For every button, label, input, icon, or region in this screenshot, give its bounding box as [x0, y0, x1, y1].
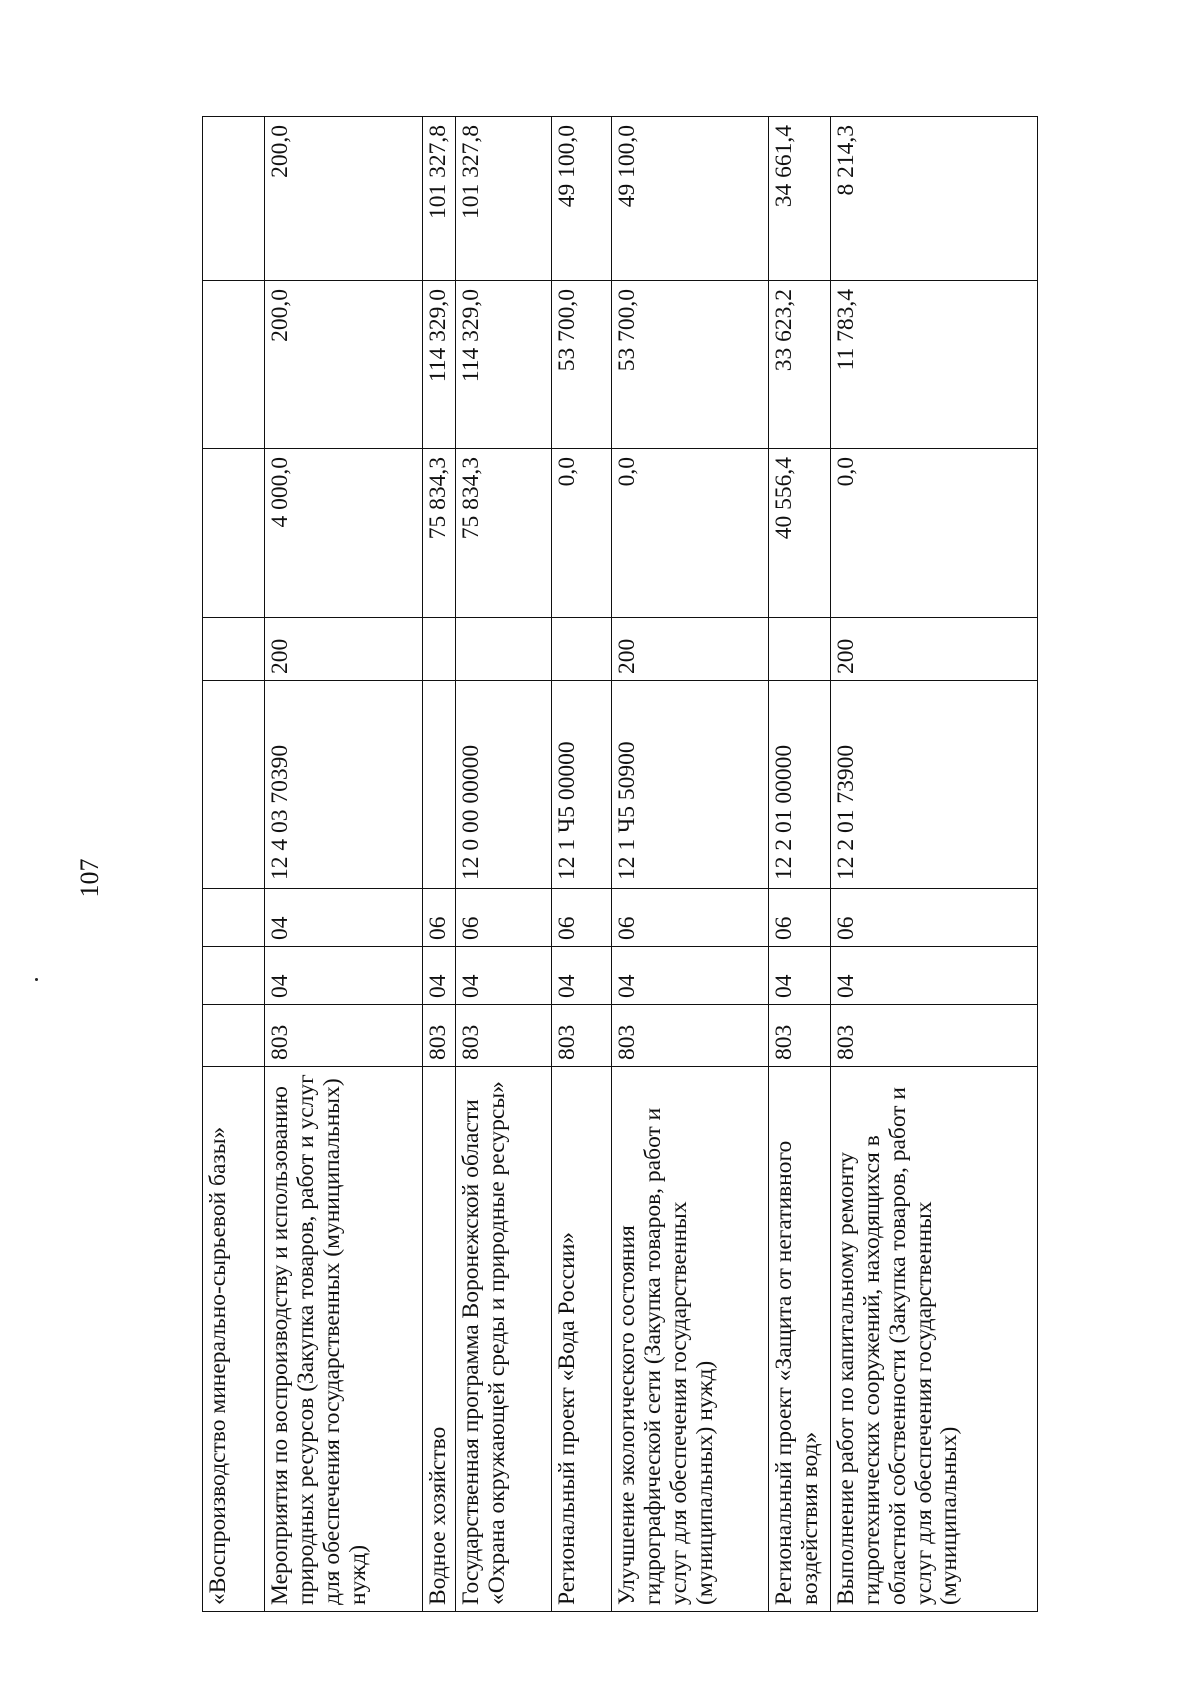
cell-section: [203, 947, 265, 1005]
cell-amount-1: 75 834,3: [456, 449, 552, 618]
table-row: [203, 117, 265, 1612]
cell-amount-1: 0,0: [552, 449, 612, 618]
cell-expense-type: [456, 618, 552, 681]
table-row: [423, 117, 456, 1612]
cell-target-article: [423, 681, 456, 889]
cell-subsection: 06: [769, 889, 831, 947]
cell-amount-3: 101 327,8: [423, 117, 456, 281]
cell-expense-type: [203, 618, 265, 681]
cell-section: 04: [831, 947, 1038, 1005]
cell-amount-2: 200,0: [265, 281, 423, 449]
cell-amount-2: 53 700,0: [612, 281, 769, 449]
cell-name: Региональный проект «Защита от негативного воздействия вод»: [769, 1067, 831, 1612]
cell-target-article: 12 1 Ч5 00000: [552, 681, 612, 889]
cell-amount-2: 33 623,2: [769, 281, 831, 449]
cell-target-article: 12 2 01 73900: [831, 681, 1038, 889]
cell-subsection: 06: [831, 889, 1038, 947]
cell-name: Выполнение работ по капитальному ремонту гидротехнических сооружений, находящихся в областной собственности (Закупка товаров, работ и услуг для обеспечения государственных (муниципальных): [831, 1067, 1038, 1612]
cell-section: 04: [769, 947, 831, 1005]
cell-amount-2: 114 329,0: [456, 281, 552, 449]
cell-target-article: 12 0 00 00000: [456, 681, 552, 889]
cell-grbs: 803: [769, 1005, 831, 1067]
cell-subsection: [203, 889, 265, 947]
cell-amount-3: 101 327,8: [456, 117, 552, 281]
cell-section: 04: [456, 947, 552, 1005]
cell-target-article: 12 1 Ч5 50900: [612, 681, 769, 889]
cell-amount-2: [203, 281, 265, 449]
cell-amount-3: 200,0: [265, 117, 423, 281]
cell-section: 04: [265, 947, 423, 1005]
cell-name: Водное хозяйство: [423, 1067, 456, 1612]
cell-amount-2: 53 700,0: [552, 281, 612, 449]
cell-grbs: [203, 1005, 265, 1067]
page-number-text: 107: [75, 858, 104, 898]
cell-amount-2: 11 783,4: [831, 281, 1038, 449]
cell-target-article: 12 4 03 70390: [265, 681, 423, 889]
table-row: [552, 117, 612, 1612]
cell-amount-3: 8 214,3: [831, 117, 1038, 281]
cell-expense-type: 200: [831, 618, 1038, 681]
cell-subsection: 06: [423, 889, 456, 947]
cell-amount-2: 114 329,0: [423, 281, 456, 449]
cell-grbs: 803: [831, 1005, 1038, 1067]
cell-name: Государственная программа Воронежской области «Охрана окружающей среды и природные ресурсы»: [456, 1067, 552, 1612]
cell-expense-type: 200: [265, 618, 423, 681]
cell-section: 04: [552, 947, 612, 1005]
cell-amount-1: [203, 449, 265, 618]
cell-amount-1: 40 556,4: [769, 449, 831, 618]
table-row: [769, 117, 831, 1612]
cell-expense-type: [423, 618, 456, 681]
cell-subsection: 04: [265, 889, 423, 947]
cell-grbs: 803: [552, 1005, 612, 1067]
table-row: [612, 117, 769, 1612]
table-row: [831, 117, 1038, 1612]
cell-target-article: [203, 681, 265, 889]
cell-amount-3: 49 100,0: [612, 117, 769, 281]
cell-name: Региональный проект «Вода России»: [552, 1067, 612, 1612]
cell-subsection: 06: [456, 889, 552, 947]
cell-amount-1: 75 834,3: [423, 449, 456, 618]
cell-amount-3: [203, 117, 265, 281]
table-row: [265, 117, 423, 1612]
cell-amount-1: 4 000,0: [265, 449, 423, 618]
cell-subsection: 06: [552, 889, 612, 947]
table-row: [456, 117, 552, 1612]
cell-expense-type: [769, 618, 831, 681]
cell-name: Улучшение экологического состояния гидрографической сети (Закупка товаров, работ и услуг для обеспечения государственных (муниципальных) нужд): [612, 1067, 769, 1612]
cell-target-article: 12 2 01 00000: [769, 681, 831, 889]
rotated-table-container: [202, 117, 1109, 1612]
cell-grbs: 803: [265, 1005, 423, 1067]
cell-section: 04: [612, 947, 769, 1005]
cell-amount-3: 49 100,0: [552, 117, 612, 281]
cell-amount-1: 0,0: [831, 449, 1038, 618]
cell-expense-type: [552, 618, 612, 681]
cell-name: Мероприятия по воспроизводству и использованию природных ресурсов (Закупка товаров, работ и услуг для обеспечения государственных (муниципальных) нужд): [265, 1067, 423, 1612]
cell-subsection: 06: [612, 889, 769, 947]
cell-section: 04: [423, 947, 456, 1005]
cell-amount-1: 0,0: [612, 449, 769, 618]
scan-speck: [35, 978, 38, 981]
cell-amount-3: 34 661,4: [769, 117, 831, 281]
cell-name: «Воспроизводство минерально-сырьевой базы»: [203, 1067, 265, 1612]
cell-grbs: 803: [612, 1005, 769, 1067]
budget-table: [202, 116, 1038, 1612]
cell-expense-type: 200: [612, 618, 769, 681]
cell-grbs: 803: [456, 1005, 552, 1067]
cell-grbs: 803: [423, 1005, 456, 1067]
